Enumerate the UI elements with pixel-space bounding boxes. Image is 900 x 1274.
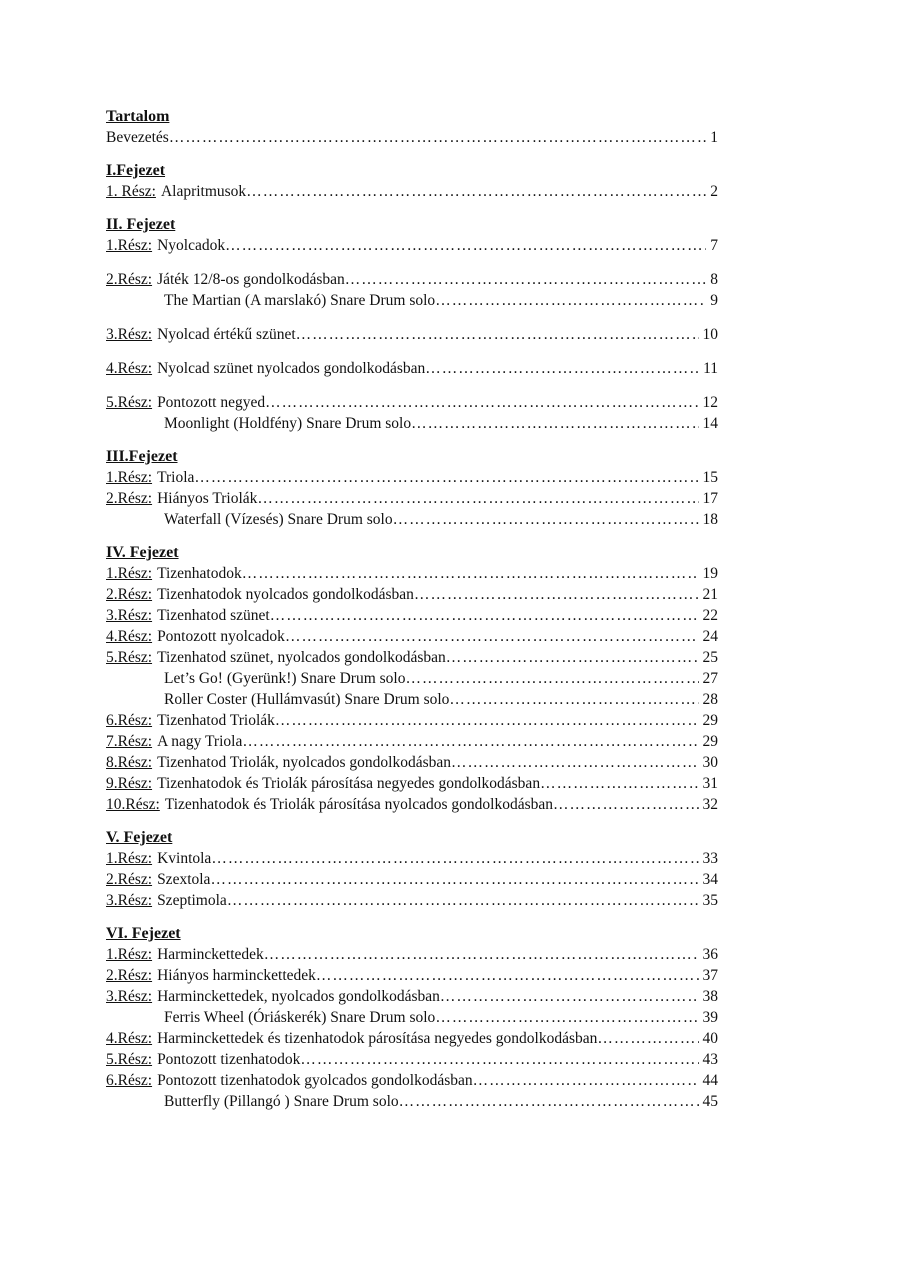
entry-part-label: 1.Rész: [106, 469, 153, 486]
entry-title: Harminckettedek, nyolcados gondolkodásban [157, 988, 440, 1005]
entry-page-number: 31 [702, 775, 718, 792]
entry-page-number: 32 [702, 796, 718, 813]
entry-page-number: 10 [702, 326, 718, 343]
entry-title: Pontozott tizenhatodok [157, 1051, 301, 1068]
dot-leader [194, 467, 698, 488]
entry-page-number: 15 [702, 469, 718, 486]
dot-leader [451, 752, 699, 773]
entry-part-label: 8.Rész: [106, 754, 153, 771]
dot-leader [211, 848, 698, 869]
entry-page-number: 30 [702, 754, 718, 771]
toc-entry [106, 563, 718, 584]
entry-title: Waterfall (Vízesés) Snare Drum solo [164, 511, 393, 528]
toc-entry [106, 392, 718, 413]
dot-leader [210, 869, 698, 890]
entry-part-label: 3.Rész: [106, 607, 153, 624]
entry-title: Pontozott nyolcadok [157, 628, 285, 645]
dot-leader [473, 1070, 699, 1091]
toc-entry [106, 731, 718, 752]
entry-part-label: 1. Rész: [106, 183, 156, 200]
dot-leader [285, 626, 699, 647]
entry-page-number: 43 [702, 1051, 718, 1068]
toc-entry [106, 944, 718, 965]
dot-leader [440, 986, 699, 1007]
entry-title: Tizenhatodok nyolcados gondolkodásban [157, 586, 414, 603]
toc-entry [106, 752, 718, 773]
entry-page-number: 40 [702, 1030, 718, 1047]
dot-leader [296, 324, 699, 345]
toc-entry [106, 269, 718, 290]
entry-title: A nagy Triola [157, 733, 243, 750]
toc-entry [106, 584, 718, 605]
toc-entry [106, 605, 718, 626]
entry-page-number: 44 [702, 1072, 718, 1089]
entry-page-number: 27 [702, 670, 718, 687]
toc-entry [106, 689, 718, 710]
dot-leader [227, 890, 699, 911]
entry-title: Tizenhatod szünet [157, 607, 270, 624]
entry-page-number: 45 [702, 1093, 718, 1110]
dot-leader [449, 689, 698, 710]
entry-title: Triola [157, 469, 195, 486]
dot-leader [435, 1007, 698, 1028]
entry-page-number: 17 [702, 490, 718, 507]
toc-entry [106, 290, 718, 311]
entry-page-number: 22 [702, 607, 718, 624]
entry-part-label: 6.Rész: [106, 712, 153, 729]
entry-page-number: 37 [702, 967, 718, 984]
entry-page-number: 9 [710, 292, 718, 309]
toc-title: Tartalom [106, 108, 170, 125]
toc-entry [106, 1091, 718, 1112]
dot-leader [316, 965, 699, 986]
toc-entry [106, 413, 718, 434]
dot-leader [345, 269, 706, 290]
toc-section [106, 127, 718, 148]
entry-part-label: 5.Rész: [106, 649, 153, 666]
dot-leader [411, 413, 698, 434]
entry-title: Harminckettedek és tizenhatodok párosítása negyedes gondolkodásban [157, 1030, 598, 1047]
dot-leader [405, 668, 698, 689]
toc-entry [106, 773, 718, 794]
dot-leader [275, 710, 699, 731]
dot-leader [265, 392, 698, 413]
entry-page-number: 25 [702, 649, 718, 666]
toc-entry [106, 869, 718, 890]
dot-leader [246, 181, 706, 202]
entry-part-label: 5.Rész: [106, 394, 153, 411]
entry-page-number: 28 [702, 691, 718, 708]
chapter-heading: VI. Fejezet [106, 925, 181, 942]
chapter-heading: II. Fejezet [106, 216, 176, 233]
entry-part-label: 10.Rész: [106, 796, 160, 813]
entry-page-number: 29 [702, 733, 718, 750]
entry-title: Roller Coster (Hullámvasút) Snare Drum solo [164, 691, 450, 708]
entry-title: Let’s Go! (Gyerünk!) Snare Drum solo [164, 670, 406, 687]
entry-page-number: 35 [702, 892, 718, 909]
entry-part-label: 2.Rész: [106, 586, 153, 603]
toc-entry [106, 488, 718, 509]
entry-page-number: 2 [710, 183, 718, 200]
toc-entry [106, 1070, 718, 1091]
entry-title: Tizenhatodok és Triolák párosítása negyedes gondolkodásban [157, 775, 541, 792]
entry-page-number: 36 [702, 946, 718, 963]
table-of-contents [106, 106, 718, 1112]
toc-entry [106, 1049, 718, 1070]
entry-page-number: 8 [710, 271, 718, 288]
dot-leader [435, 290, 706, 311]
toc-entry [106, 1028, 718, 1049]
chapter-heading: I.Fejezet [106, 162, 166, 179]
entry-title: Nyolcad értékű szünet [157, 326, 296, 343]
dot-leader [597, 1028, 698, 1049]
entry-part-label: 3.Rész: [106, 326, 153, 343]
toc-entry [106, 986, 718, 1007]
toc-entry [106, 181, 718, 202]
toc-entry [106, 890, 718, 911]
toc-entry [106, 668, 718, 689]
toc-entry [106, 965, 718, 986]
dot-leader [264, 944, 699, 965]
toc-section [106, 446, 718, 530]
entry-page-number: 7 [710, 237, 718, 254]
dot-leader [242, 563, 699, 584]
toc-entry [106, 794, 718, 815]
entry-page-number: 12 [702, 394, 718, 411]
entry-page-number: 19 [702, 565, 718, 582]
entry-title: Pontozott tizenhatodok gyolcados gondolkodásban [157, 1072, 473, 1089]
entry-page-number: 11 [703, 360, 718, 377]
entry-part-label: 2.Rész: [106, 490, 153, 507]
toc-entry [106, 358, 718, 379]
toc-section [106, 214, 718, 434]
chapter-heading: IV. Fejezet [106, 544, 179, 561]
entry-title: Tizenhatodok [157, 565, 242, 582]
entry-title: Tizenhatod Triolák, nyolcados gondolkodásban [157, 754, 451, 771]
entry-page-number: 21 [702, 586, 718, 603]
entry-page-number: 33 [702, 850, 718, 867]
toc-section [106, 923, 718, 1112]
entry-title: Bevezetés [106, 129, 169, 146]
toc-entry [106, 1007, 718, 1028]
entry-title: Tizenhatod szünet, nyolcados gondolkodásban [157, 649, 446, 666]
entry-part-label: 3.Rész: [106, 988, 153, 1005]
dot-leader [393, 509, 699, 530]
entry-page-number: 14 [702, 415, 718, 432]
dot-leader [399, 1091, 699, 1112]
entry-page-number: 34 [702, 871, 718, 888]
entry-title: Kvintola [157, 850, 212, 867]
toc-entry [106, 509, 718, 530]
entry-part-label: 1.Rész: [106, 946, 153, 963]
entry-part-label: 9.Rész: [106, 775, 153, 792]
toc-entry [106, 127, 718, 148]
entry-part-label: 7.Rész: [106, 733, 153, 750]
dot-leader [300, 1049, 698, 1070]
entry-part-label: 1.Rész: [106, 565, 153, 582]
toc-section [106, 542, 718, 815]
toc-section [106, 827, 718, 911]
entry-part-label: 3.Rész: [106, 892, 153, 909]
entry-part-label: 6.Rész: [106, 1072, 153, 1089]
entry-title: Szeptimola [157, 892, 227, 909]
entry-page-number: 39 [702, 1009, 718, 1026]
entry-part-label: 1.Rész: [106, 850, 153, 867]
entry-title: Tizenhatod Triolák [157, 712, 275, 729]
toc-entry [106, 848, 718, 869]
entry-page-number: 29 [702, 712, 718, 729]
entry-title: Moonlight (Holdfény) Snare Drum solo [164, 415, 412, 432]
dot-leader [270, 605, 699, 626]
entry-title: Pontozott negyed [157, 394, 266, 411]
entry-page-number: 1 [710, 129, 718, 146]
entry-title: Nyolcad szünet nyolcados gondolkodásban [157, 360, 426, 377]
toc-entry [106, 710, 718, 731]
entry-title: Ferris Wheel (Óriáskerék) Snare Drum solo [164, 1009, 436, 1026]
entry-part-label: 4.Rész: [106, 628, 153, 645]
entry-part-label: 5.Rész: [106, 1051, 153, 1068]
entry-part-label: 4.Rész: [106, 1030, 153, 1047]
dot-leader [169, 127, 706, 148]
toc-entry [106, 467, 718, 488]
entry-part-label: 2.Rész: [106, 271, 153, 288]
dot-leader [425, 358, 699, 379]
entry-title: Butterfly (Pillangó ) Snare Drum solo [164, 1093, 399, 1110]
entry-title: The Martian (A marslakó) Snare Drum solo [164, 292, 436, 309]
entry-title: Harminckettedek [157, 946, 264, 963]
entry-part-label: 4.Rész: [106, 360, 153, 377]
entry-title: Szextola [157, 871, 211, 888]
dot-leader [540, 773, 698, 794]
dot-leader [257, 488, 698, 509]
dot-leader [225, 235, 706, 256]
toc-section [106, 160, 718, 202]
entry-part-label: 2.Rész: [106, 871, 153, 888]
entry-page-number: 24 [702, 628, 718, 645]
entry-title: Alapritmusok [160, 183, 247, 200]
entry-title: Tizenhatodok és Triolák párosítása nyolcados gondolkodásban [164, 796, 553, 813]
entry-part-label: 2.Rész: [106, 967, 153, 984]
toc-entry [106, 647, 718, 668]
toc-entry [106, 235, 718, 256]
entry-page-number: 18 [702, 511, 718, 528]
dot-leader [414, 584, 699, 605]
entry-title: Nyolcadok [157, 237, 226, 254]
dot-leader [553, 794, 699, 815]
entry-title: Játék 12/8-os gondolkodásban [157, 271, 345, 288]
chapter-heading: V. Fejezet [106, 829, 173, 846]
entry-page-number: 38 [702, 988, 718, 1005]
toc-entry [106, 626, 718, 647]
dot-leader [242, 731, 698, 752]
chapter-heading: III.Fejezet [106, 448, 178, 465]
toc-entry [106, 324, 718, 345]
entry-title: Hiányos Triolák [157, 490, 258, 507]
dot-leader [446, 647, 699, 668]
entry-part-label: 1.Rész: [106, 237, 153, 254]
entry-title: Hiányos harminckettedek [157, 967, 316, 984]
